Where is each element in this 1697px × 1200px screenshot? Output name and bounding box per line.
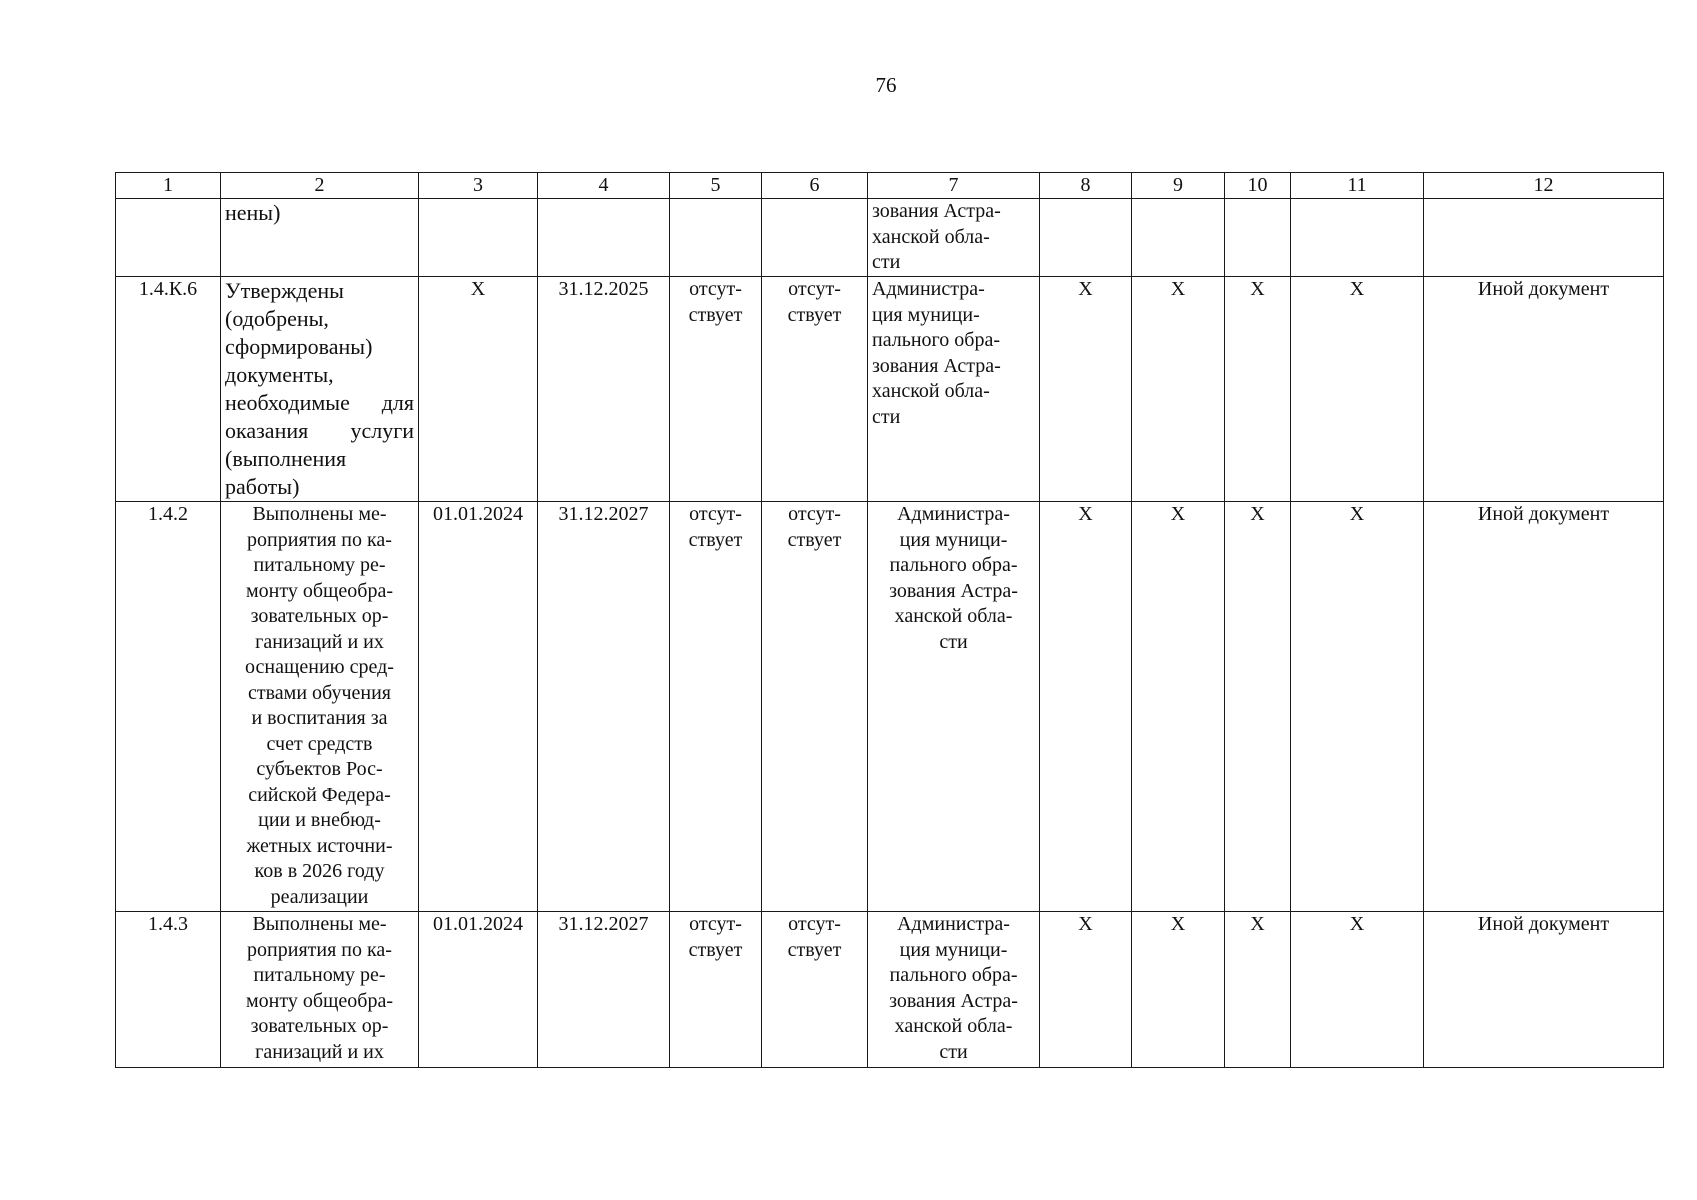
responsible: Администра- ция муници- пального обра- зования Астра- ханской обла- сти (868, 912, 1040, 1068)
cell-col10: X (1225, 912, 1291, 1068)
cell-col8: X (1040, 912, 1132, 1068)
item-id: 1.4.2 (116, 502, 221, 912)
table-row (116, 502, 1664, 912)
column-header: 3 (419, 173, 538, 199)
column-header: 4 (538, 173, 670, 199)
cell-col8: X (1040, 277, 1132, 502)
table-row (116, 199, 1664, 277)
responsible: Администра- ция муници- пального обра- зования Астра- ханской обла- сти (868, 277, 1040, 502)
item-name: Выполнены ме- роприятия по ка- питальному ре- монту общеобра- зовательных ор- ганизаций и их оснащению сред- ствами обучения и воспитания за счет средств субъектов Рос- сийской Федера- ции и внебюд- жетных источни- ков в 2026 году реализации (221, 502, 419, 912)
cell-col6: отсут- ствует (762, 912, 868, 1068)
cell-col11: X (1291, 502, 1424, 912)
table-row (116, 912, 1664, 1068)
column-header: 11 (1291, 173, 1424, 199)
column-header: 9 (1132, 173, 1225, 199)
column-header: 10 (1225, 173, 1291, 199)
column-header: 12 (1424, 173, 1664, 199)
column-header: 2 (221, 173, 419, 199)
table-row (116, 277, 1664, 502)
cell-col8 (1040, 199, 1132, 277)
column-header: 6 (762, 173, 868, 199)
cell-col9: X (1132, 912, 1225, 1068)
end-date: 31.12.2027 (538, 502, 670, 912)
cell-col5: отсут- ствует (670, 502, 762, 912)
table-header-row (116, 173, 1664, 199)
start-date: 01.01.2024 (419, 912, 538, 1068)
cell-col5: отсут- ствует (670, 912, 762, 1068)
cell-col11: X (1291, 277, 1424, 502)
cell-col8: X (1040, 502, 1132, 912)
end-date (538, 199, 670, 277)
column-header: 7 (868, 173, 1040, 199)
item-name: Утверждены (одобрены, сформированы) документы, необходимые для оказания услуги (выполнения работы) (221, 277, 419, 502)
cell-col5 (670, 199, 762, 277)
cell-col9: X (1132, 277, 1225, 502)
cell-col11 (1291, 199, 1424, 277)
item-id (116, 199, 221, 277)
responsible: Администра- ция муници- пального обра- зования Астра- ханской обла- сти (868, 502, 1040, 912)
document-type: Иной документ (1424, 277, 1664, 502)
item-id: 1.4.3 (116, 912, 221, 1068)
plan-table (115, 172, 1664, 1068)
document-type: Иной документ (1424, 912, 1664, 1068)
column-header: 5 (670, 173, 762, 199)
cell-col6: отсут- ствует (762, 277, 868, 502)
cell-col10 (1225, 199, 1291, 277)
cell-col10: X (1225, 277, 1291, 502)
page-number: 76 (875, 73, 897, 97)
item-name: нены) (221, 199, 419, 277)
cell-col10: X (1225, 502, 1291, 912)
responsible: зования Астра- ханской обла- сти (868, 199, 1040, 277)
cell-col6 (762, 199, 868, 277)
column-header: 1 (116, 173, 221, 199)
start-date: X (419, 277, 538, 502)
start-date: 01.01.2024 (419, 502, 538, 912)
document-type: Иной документ (1424, 502, 1664, 912)
column-header: 8 (1040, 173, 1132, 199)
item-id: 1.4.К.6 (116, 277, 221, 502)
cell-col11: X (1291, 912, 1424, 1068)
item-name: Выполнены ме- роприятия по ка- питальному ре- монту общеобра- зовательных ор- ганизаций и их (221, 912, 419, 1068)
end-date: 31.12.2027 (538, 912, 670, 1068)
cell-col5: отсут- ствует (670, 277, 762, 502)
cell-col9 (1132, 199, 1225, 277)
cell-col6: отсут- ствует (762, 502, 868, 912)
end-date: 31.12.2025 (538, 277, 670, 502)
start-date (419, 199, 538, 277)
document-type (1424, 199, 1664, 277)
cell-col9: X (1132, 502, 1225, 912)
